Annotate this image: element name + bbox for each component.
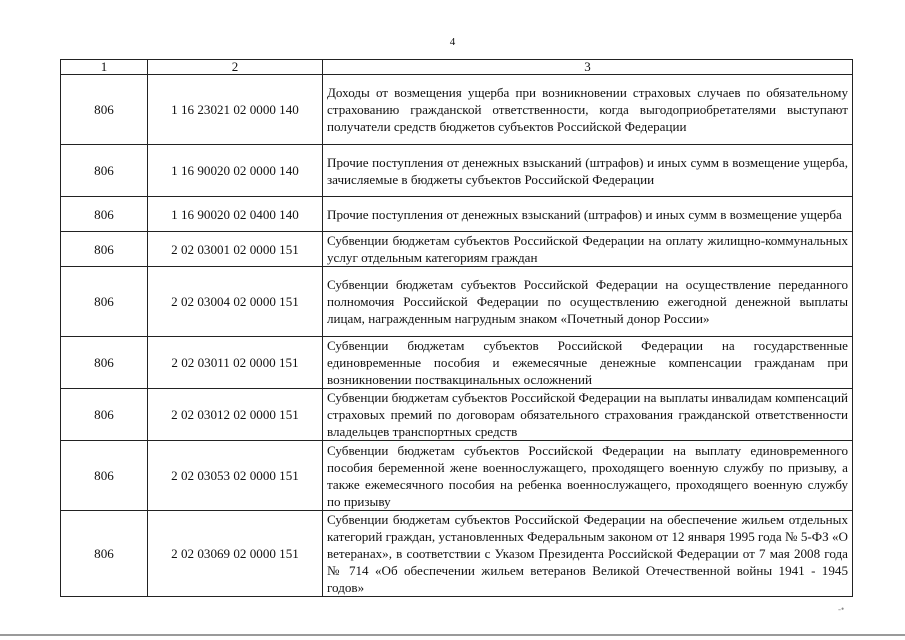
- description-cell: Субвенции бюджетам субъектов Российской Федерации на выплату единовременного пособия беременной жене военнослужащего, проходящего военную службу по призыву, а также ежемесячного пособия на ребенка военнослужащего, проходящего военную службу по призыву: [323, 441, 853, 511]
- table-row: [61, 75, 853, 145]
- column-header-1: 1: [61, 60, 148, 75]
- description-cell: Субвенции бюджетам субъектов Российской Федерации на оплату жилищно-коммунальных услуг отдельным категориям граждан: [323, 232, 853, 267]
- budget-code-cell: 1 16 23021 02 0000 140: [148, 75, 323, 145]
- page-bottom-edge: [0, 634, 905, 636]
- budget-code-cell: 1 16 90020 02 0000 140: [148, 145, 323, 197]
- budget-codes-table: [60, 59, 853, 597]
- description-cell: Субвенции бюджетам субъектов Российской Федерации на государственные единовременные пособия и ежемесячные денежные компенсации гражданам при возникновении поствакцинальных осложнений: [323, 337, 853, 389]
- admin-code-cell: 806: [61, 389, 148, 441]
- table-row: [61, 441, 853, 511]
- admin-code-cell: 806: [61, 75, 148, 145]
- budget-code-cell: 2 02 03012 02 0000 151: [148, 389, 323, 441]
- admin-code-cell: 806: [61, 145, 148, 197]
- table-row: [61, 197, 853, 232]
- budget-code-cell: 2 02 03001 02 0000 151: [148, 232, 323, 267]
- table-row: [61, 145, 853, 197]
- column-header-2: 2: [148, 60, 323, 75]
- column-header-3: 3: [323, 60, 853, 75]
- table-row: [61, 337, 853, 389]
- description-cell: Субвенции бюджетам субъектов Российской Федерации на осуществление переданного полномочия Российской Федерации по осуществлению ежегодной денежной выплаты лицам, награжденным нагрудным знаком «Почетный донор России»: [323, 267, 853, 337]
- description-cell: Субвенции бюджетам субъектов Российской Федерации на выплаты инвалидам компенсаций страховых премий по договорам обязательного страхования гражданской ответственности владельцев транспортных средств: [323, 389, 853, 441]
- budget-code-cell: 1 16 90020 02 0400 140: [148, 197, 323, 232]
- table-header-row: [61, 60, 853, 75]
- table-row: [61, 511, 853, 597]
- page-number: 4: [449, 36, 456, 48]
- admin-code-cell: 806: [61, 511, 148, 597]
- admin-code-cell: 806: [61, 337, 148, 389]
- table-row: [61, 267, 853, 337]
- description-cell: Прочие поступления от денежных взысканий (штрафов) и иных сумм в возмещение ущерба: [323, 197, 853, 232]
- budget-code-cell: 2 02 03004 02 0000 151: [148, 267, 323, 337]
- description-cell: Доходы от возмещения ущерба при возникновении страховых случаев по обязательному страхованию гражданской ответственности, когда выгодоприобретателями выступают получатели средств бюджетов субъектов Российской Федерации: [323, 75, 853, 145]
- admin-code-cell: 806: [61, 441, 148, 511]
- table-row: [61, 389, 853, 441]
- budget-code-cell: 2 02 03011 02 0000 151: [148, 337, 323, 389]
- budget-code-cell: 2 02 03069 02 0000 151: [148, 511, 323, 597]
- table-row: [61, 232, 853, 267]
- admin-code-cell: 806: [61, 197, 148, 232]
- description-cell: Прочие поступления от денежных взысканий (штрафов) и иных сумм в возмещение ущерба, зачисляемые в бюджеты субъектов Российской Федерации: [323, 145, 853, 197]
- admin-code-cell: 806: [61, 232, 148, 267]
- description-cell: Субвенции бюджетам субъектов Российской Федерации на обеспечение жильем отдельных категорий граждан, установленных Федеральным законом от 12 января 1995 года № 5-ФЗ «О ветеранах», в соответствии с Указом Президента Российской Федерации от 7 мая 2008 года № 714 «Об обеспечении жильем ветеранов Великой Отечественной войны 1941 - 1945 годов»: [323, 511, 853, 597]
- scan-mark: -•: [838, 604, 845, 614]
- budget-code-cell: 2 02 03053 02 0000 151: [148, 441, 323, 511]
- admin-code-cell: 806: [61, 267, 148, 337]
